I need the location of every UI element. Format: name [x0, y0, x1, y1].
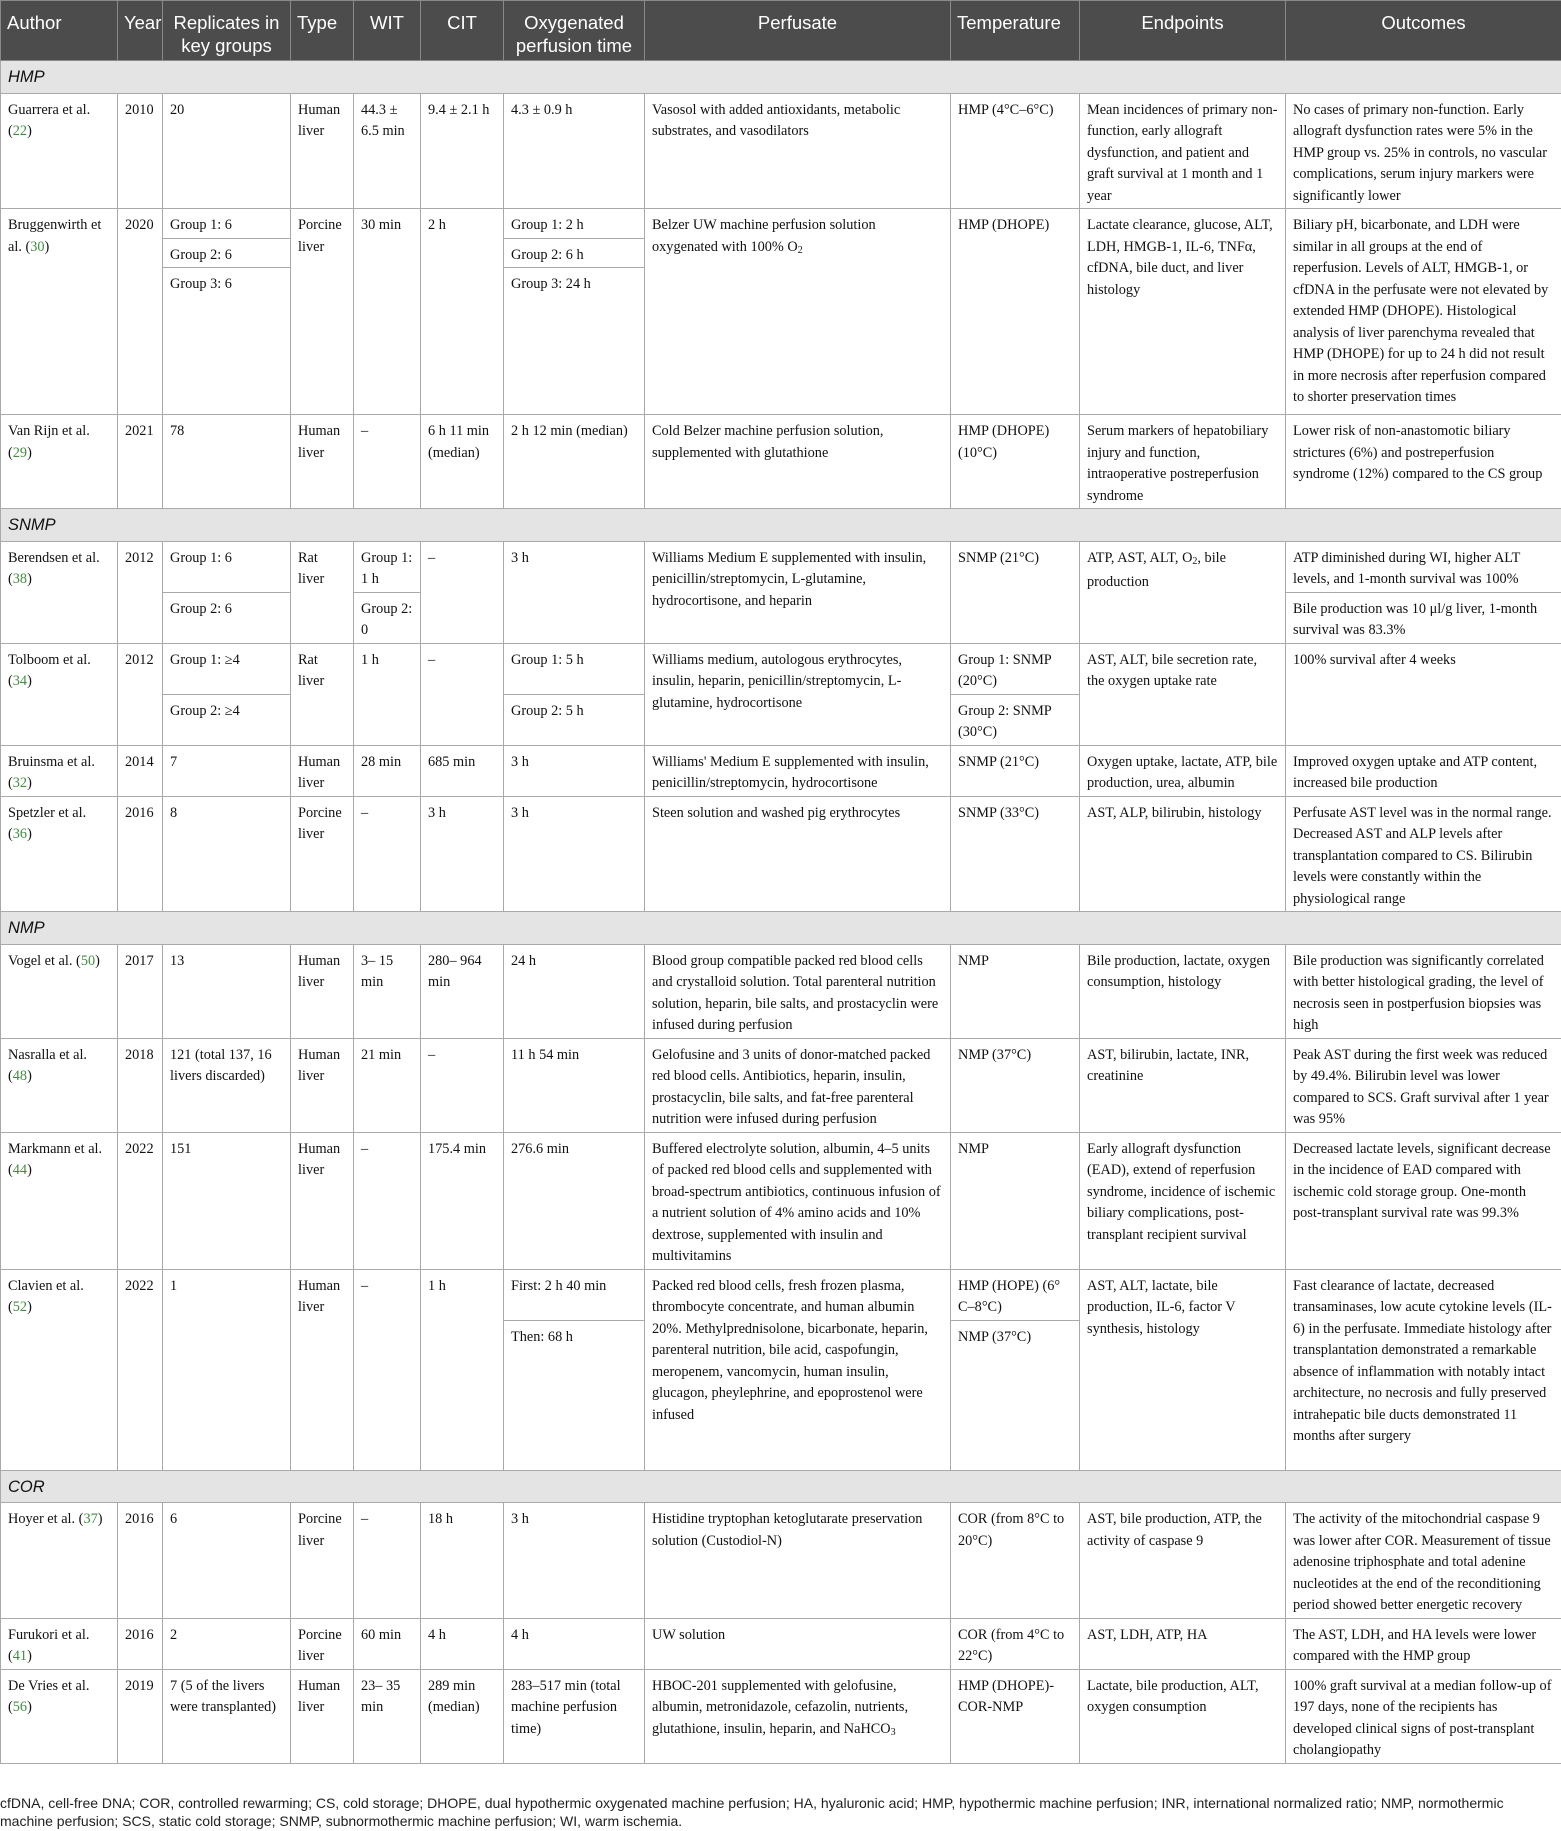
- cit-cell: 685 min: [421, 745, 504, 796]
- author-cell: De Vries et al. (56): [1, 1669, 118, 1763]
- table-row: [1, 541, 1561, 592]
- reference-link[interactable]: 37: [83, 1511, 98, 1527]
- author-cell: Clavien et al. (52): [1, 1269, 118, 1470]
- year-cell: 2016: [118, 1618, 163, 1669]
- table-row: [1, 745, 1561, 796]
- replicates-cell: Group 3: 6: [163, 268, 291, 415]
- reference-link[interactable]: 38: [12, 571, 28, 587]
- reference-link[interactable]: 22: [12, 123, 28, 139]
- section-label: NMP: [1, 912, 1561, 945]
- wit-cell: 44.3 ± 6.5 min: [354, 93, 421, 209]
- author-name: Nasralla et al.: [8, 1046, 87, 1063]
- reference-link[interactable]: 41: [12, 1648, 28, 1664]
- cit-cell: 4 h: [421, 1618, 504, 1669]
- reference-link[interactable]: 56: [12, 1699, 28, 1715]
- perfusate-cell: Buffered electrolyte solution, albumin, 4–5 units of packed red blood cells and supplemented with broad-spectrum antibiotics, continuous infusion of a nutrient solution of 4% amino acids and 10% dextrose, supplemented with insulin and multivitamins: [645, 1132, 951, 1269]
- author-name: Furukori et al.: [8, 1626, 90, 1643]
- col-header-endpoints: Endpoints: [1080, 1, 1286, 61]
- endpoints-cell: Lactate, bile production, ALT, oxygen consumption: [1080, 1669, 1286, 1763]
- perfusate-cell: Blood group compatible packed red blood cells and crystalloid solution. Total parenteral nutrition solution, heparin, bile salts, and prostacyclin were infused during perfusion: [645, 944, 951, 1038]
- author-cell: Van Rijn et al. (29): [1, 415, 118, 509]
- replicates-cell: Group 2: ≥4: [163, 694, 291, 745]
- author-cell: Vogel et al. (50): [1, 944, 118, 1038]
- col-header-perfusion-time: Oxygenated perfusion time: [504, 1, 645, 61]
- cit-cell: 280– 964 min: [421, 944, 504, 1038]
- perfusate-cell: Williams' Medium E supplemented with insulin, penicillin/streptomycin, hydrocortisone: [645, 745, 951, 796]
- cit-cell: 18 h: [421, 1503, 504, 1619]
- perfusate-text: HBOC-201 supplemented with gelofusine, albumin, metronidazole, cefazolin, nutrients, glutathione, insulin, heparin, and NaHCO: [652, 1677, 909, 1737]
- reference-link[interactable]: 30: [30, 238, 45, 255]
- cit-cell: 6 h 11 min (median): [421, 415, 504, 509]
- author-name: Bruggenwirth et al.: [8, 217, 102, 255]
- wit-cell: –: [354, 796, 421, 912]
- temperature-cell: NMP (37°C): [951, 1038, 1080, 1132]
- table-row: [1, 796, 1561, 912]
- outcomes-cell: Fast clearance of lactate, decreased transaminases, low acute cytokine levels (IL-6) in the perfusate. Immediate histology after transplantation demonstrated a remarkable absence of inflammation with notably intact architecture, no necrosis and fully preserved intrahepatic bile ducts demonstrated 11 months after surgery: [1286, 1269, 1561, 1470]
- author-name: Markmann et al.: [8, 1140, 103, 1157]
- wit-cell: –: [354, 1503, 421, 1619]
- author-name: Hoyer et al.: [8, 1511, 76, 1527]
- perfusate-cell: Vasosol with added antioxidants, metabolic substrates, and vasodilators: [645, 93, 951, 209]
- perfusion-time-cell: First: 2 h 40 min: [504, 1269, 645, 1320]
- replicates-cell: 7: [163, 745, 291, 796]
- section-row-snmp: [1, 509, 1561, 542]
- outcomes-cell: The activity of the mitochondrial caspase 9 was lower after COR. Measurement of tissue adenosine triphosphate and total adenine nucleotides at the end of the reconditioning period showed better energetic recovery: [1286, 1503, 1561, 1619]
- perfusion-time-cell: Group 2: 5 h: [504, 694, 645, 745]
- reference-link[interactable]: 52: [12, 1299, 28, 1315]
- temperature-cell: HMP (DHOPE) (10°C): [951, 415, 1080, 509]
- author-cell: Bruinsma et al. (32): [1, 745, 118, 796]
- outcomes-cell: Biliary pH, bicarbonate, and LDH were similar in all groups at the end of reperfusion. Levels of ALT, HMGB-1, or cfDNA in the perfusate were not elevated by extended HMP (DHOPE). Histological analysis of liver parenchyma revealed that HMP (DHOPE) for up to 24 h did not result in more necrosis after reperfusion compared to shorter preservation times: [1286, 209, 1561, 415]
- outcomes-cell: Perfusate AST level was in the normal range. Decreased AST and ALP levels after transplantation compared to CS. Bilirubin levels were constantly within the physiological range: [1286, 796, 1561, 912]
- type-cell: Porcine liver: [291, 1618, 354, 1669]
- table-row: [1, 1038, 1561, 1132]
- perfusate-cell: Cold Belzer machine perfusion solution, supplemented with glutathione: [645, 415, 951, 509]
- table-row: [1, 643, 1561, 694]
- section-row-cor: [1, 1470, 1561, 1503]
- wit-cell: Group 1: 1 h: [354, 541, 421, 592]
- wit-cell: 30 min: [354, 209, 421, 415]
- year-cell: 2017: [118, 944, 163, 1038]
- author-cell: Tolboom et al. (34): [1, 643, 118, 745]
- temperature-cell: SNMP (21°C): [951, 745, 1080, 796]
- perfusion-time-cell: Group 1: 2 h: [504, 209, 645, 239]
- perfusion-time-cell: 4 h: [504, 1618, 645, 1669]
- outcomes-cell: Bile production was significantly correlated with better histological grading, the level of necrosis seen in postperfusion biopsies was high: [1286, 944, 1561, 1038]
- table-row: [1, 1669, 1561, 1763]
- replicates-cell: 8: [163, 796, 291, 912]
- endpoints-cell: AST, ALT, lactate, bile production, IL-6, factor V synthesis, histology: [1080, 1269, 1286, 1470]
- reference-link[interactable]: 29: [12, 444, 28, 461]
- outcomes-cell: The AST, LDH, and HA levels were lower compared with the HMP group: [1286, 1618, 1561, 1669]
- table-row: [1, 415, 1561, 509]
- replicates-cell: 1: [163, 1269, 291, 1470]
- cit-cell: 175.4 min: [421, 1132, 504, 1269]
- temperature-cell: SNMP (21°C): [951, 541, 1080, 643]
- cit-cell: –: [421, 643, 504, 745]
- author-name: Guarrera et al.: [8, 101, 91, 118]
- year-cell: 2018: [118, 1038, 163, 1132]
- section-label: COR: [1, 1470, 1561, 1503]
- endpoints-cell: AST, ALP, bilirubin, histology: [1080, 796, 1286, 912]
- type-cell: Porcine liver: [291, 1503, 354, 1619]
- perfusion-time-cell: 3 h: [504, 1503, 645, 1619]
- table-row: [1, 944, 1561, 1038]
- type-cell: Human liver: [291, 1132, 354, 1269]
- perfusate-cell: [645, 1669, 951, 1763]
- reference-link[interactable]: 32: [12, 775, 28, 791]
- author-cell: Berendsen et al. (38): [1, 541, 118, 643]
- subscript: 2: [797, 244, 803, 256]
- replicates-cell: 78: [163, 415, 291, 509]
- col-header-perfusate: Perfusate: [645, 1, 951, 61]
- author-name: Tolboom et al.: [8, 651, 91, 668]
- table-row: [1, 1503, 1561, 1619]
- reference-link[interactable]: 34: [12, 673, 28, 689]
- cit-cell: 289 min (median): [421, 1669, 504, 1763]
- col-header-temperature: Temperature: [951, 1, 1080, 61]
- endpoints-cell: Mean incidences of primary non-function, early allograft dysfunction, and patient and graft survival at 1 month and 1 year: [1080, 93, 1286, 209]
- col-header-type: Type: [291, 1, 354, 61]
- perfusion-time-cell: 276.6 min: [504, 1132, 645, 1269]
- author-name: De Vries et al.: [8, 1677, 90, 1694]
- perfusate-cell: Gelofusine and 3 units of donor-matched packed red blood cells. Antibiotics, heparin, insulin, prostacyclin, bile salts, and fat-free parenteral nutrition were infused during perfusion: [645, 1038, 951, 1132]
- table-row: [1, 1269, 1561, 1320]
- year-cell: 2020: [118, 209, 163, 415]
- author-cell: Spetzler et al. (36): [1, 796, 118, 912]
- cit-cell: –: [421, 1038, 504, 1132]
- col-header-wit: WIT: [354, 1, 421, 61]
- year-cell: 2022: [118, 1132, 163, 1269]
- cit-cell: –: [421, 541, 504, 643]
- replicates-cell: Group 1: 6: [163, 209, 291, 239]
- perfusion-time-cell: Group 3: 24 h: [504, 268, 645, 415]
- temperature-cell: COR (from 8°C to 20°C): [951, 1503, 1080, 1619]
- outcomes-cell: 100% survival after 4 weeks: [1286, 643, 1561, 745]
- perfusate-cell: [645, 209, 951, 415]
- subscript: 2: [1192, 555, 1198, 567]
- outcomes-cell: 100% graft survival at a median follow-up of 197 days, none of the recipients has developed clinical signs of post-transplant cholangiopathy: [1286, 1669, 1561, 1763]
- outcomes-cell: ATP diminished during WI, higher ALT levels, and 1-month survival was 100%: [1286, 541, 1561, 592]
- year-cell: 2021: [118, 415, 163, 509]
- table-row: [1, 1132, 1561, 1269]
- outcomes-cell: No cases of primary non-function. Early allograft dysfunction rates were 5% in the HMP group vs. 25% in controls, no vascular complications, serum injury markers were significantly lower: [1286, 93, 1561, 209]
- replicates-cell: 20: [163, 93, 291, 209]
- year-cell: 2019: [118, 1669, 163, 1763]
- endpoints-cell: AST, ALT, bile secretion rate, the oxygen uptake rate: [1080, 643, 1286, 745]
- year-cell: 2012: [118, 643, 163, 745]
- wit-cell: 28 min: [354, 745, 421, 796]
- endpoints-cell: Early allograft dysfunction (EAD), extend of reperfusion syndrome, incidence of ischemic biliary complications, post-transplant recipient survival: [1080, 1132, 1286, 1269]
- replicates-cell: 121 (total 137, 16 livers discarded): [163, 1038, 291, 1132]
- col-header-cit: CIT: [421, 1, 504, 61]
- replicates-cell: 7 (5 of the livers were transplanted): [163, 1669, 291, 1763]
- reference-link[interactable]: 44: [12, 1162, 28, 1178]
- type-cell: Human liver: [291, 745, 354, 796]
- endpoints-cell: AST, bile production, ATP, the activity of caspase 9: [1080, 1503, 1286, 1619]
- wit-cell: 23– 35 min: [354, 1669, 421, 1763]
- perfusate-text: Belzer UW machine perfusion solution oxygenated with 100% O: [652, 217, 876, 255]
- temperature-cell: NMP (37°C): [951, 1320, 1080, 1470]
- type-cell: Porcine liver: [291, 796, 354, 912]
- perfusion-time-cell: 283–517 min (total machine perfusion time): [504, 1669, 645, 1763]
- type-cell: Rat liver: [291, 643, 354, 745]
- perfusion-time-cell: Then: 68 h: [504, 1320, 645, 1470]
- endpoints-cell: [1080, 541, 1286, 643]
- abbreviations-footnote: cfDNA, cell-free DNA; COR, controlled rewarming; CS, cold storage; DHOPE, dual hypothermic oxygenated machine perfusion; HA, hyaluronic acid; HMP, hypothermic machine perfusion; INR, international normalized ratio; NMP, normothermic machine perfusion; SCS, static cold storage; SNMP, subnormothermic machine perfusion; WI, warm ischemia.: [0, 1795, 1504, 1829]
- perfusate-cell: Histidine tryptophan ketoglutarate preservation solution (Custodiol-N): [645, 1503, 951, 1619]
- author-cell: Hoyer et al. (37): [1, 1503, 118, 1619]
- year-cell: 2010: [118, 93, 163, 209]
- section-row-nmp: [1, 912, 1561, 945]
- reference-link[interactable]: 48: [12, 1068, 28, 1084]
- type-cell: Rat liver: [291, 541, 354, 643]
- wit-cell: 21 min: [354, 1038, 421, 1132]
- endpoints-cell: Bile production, lactate, oxygen consumption, histology: [1080, 944, 1286, 1038]
- table-row: [1, 209, 1561, 239]
- year-cell: 2016: [118, 1503, 163, 1619]
- col-header-replicates: Replicates in key groups: [163, 1, 291, 61]
- author-cell: Furukori et al. (41): [1, 1618, 118, 1669]
- replicates-cell: Group 2: 6: [163, 238, 291, 268]
- table-row: [1, 93, 1561, 209]
- author-cell: Nasralla et al. (48): [1, 1038, 118, 1132]
- author-cell: Guarrera et al. (22): [1, 93, 118, 209]
- subscript: 3: [890, 1726, 896, 1738]
- section-label: SNMP: [1, 509, 1561, 542]
- wit-cell: –: [354, 415, 421, 509]
- col-header-outcomes: Outcomes: [1286, 1, 1561, 61]
- reference-link[interactable]: 36: [12, 826, 28, 842]
- col-header-year: Year: [118, 1, 163, 61]
- author-name: Vogel et al.: [8, 952, 73, 969]
- wit-cell: Group 2: 0: [354, 592, 421, 643]
- year-cell: 2014: [118, 745, 163, 796]
- wit-cell: –: [354, 1132, 421, 1269]
- temperature-cell: Group 2: SNMP (30°C): [951, 694, 1080, 745]
- temperature-cell: HMP (4°C–6°C): [951, 93, 1080, 209]
- type-cell: Human liver: [291, 1038, 354, 1132]
- outcomes-cell: Decreased lactate levels, significant decrease in the incidence of EAD compared with ischemic cold storage group. One-month post-transplant survival rate was 99.3%: [1286, 1132, 1561, 1269]
- temperature-cell: HMP (DHOPE)- COR-NMP: [951, 1669, 1080, 1763]
- perfusion-time-cell: 3 h: [504, 745, 645, 796]
- perfusion-time-cell: 4.3 ± 0.9 h: [504, 93, 645, 209]
- endpoints-cell: AST, LDH, ATP, HA: [1080, 1618, 1286, 1669]
- replicates-cell: 2: [163, 1618, 291, 1669]
- endpoints-text: ATP, AST, ALT, O: [1087, 549, 1193, 566]
- endpoints-cell: Oxygen uptake, lactate, ATP, bile production, urea, albumin: [1080, 745, 1286, 796]
- table-row: [1, 1618, 1561, 1669]
- temperature-cell: NMP: [951, 1132, 1080, 1269]
- author-name: Van Rijn et al.: [8, 423, 90, 439]
- author-cell: Markmann et al. (44): [1, 1132, 118, 1269]
- section-label: HMP: [1, 61, 1561, 94]
- outcomes-cell: Improved oxygen uptake and ATP content, increased bile production: [1286, 745, 1561, 796]
- cit-cell: 1 h: [421, 1269, 504, 1470]
- cit-cell: 9.4 ± 2.1 h: [421, 93, 504, 209]
- wit-cell: 3– 15 min: [354, 944, 421, 1038]
- year-cell: 2012: [118, 541, 163, 643]
- temperature-cell: Group 1: SNMP (20°C): [951, 643, 1080, 694]
- perfusate-cell: Packed red blood cells, fresh frozen plasma, thrombocyte concentrate, and human albumin 20%. Methylprednisolone, bicarbonate, heparin, parenteral nutrition, bile acid, caspofungin, meropenem, vancomycin, human insulin, glucagon, pheylephrine, and epoprostenol were infused: [645, 1269, 951, 1470]
- type-cell: Human liver: [291, 1669, 354, 1763]
- type-cell: Human liver: [291, 93, 354, 209]
- temperature-cell: COR (from 4°C to 22°C): [951, 1618, 1080, 1669]
- outcomes-cell: Peak AST during the first week was reduced by 49.4%. Bilirubin level was lower compared to SCS. Graft survival after 1 year was 95%: [1286, 1038, 1561, 1132]
- outcomes-cell: Lower risk of non-anastomotic biliary strictures (6%) and postreperfusion syndrome (12%) compared to the CS group: [1286, 415, 1561, 509]
- temperature-cell: HMP (HOPE) (6° C–8°C): [951, 1269, 1080, 1320]
- replicates-cell: 13: [163, 944, 291, 1038]
- author-name: Clavien et al.: [8, 1277, 84, 1294]
- endpoints-cell: AST, bilirubin, lactate, INR, creatinine: [1080, 1038, 1286, 1132]
- perfusate-cell: Steen solution and washed pig erythrocytes: [645, 796, 951, 912]
- outcomes-cell: Bile production was 10 μl/g liver, 1-month survival was 83.3%: [1286, 592, 1561, 643]
- reference-link[interactable]: 50: [80, 952, 96, 969]
- author-name: Bruinsma et al.: [8, 753, 95, 770]
- wit-cell: –: [354, 1269, 421, 1470]
- year-cell: 2016: [118, 796, 163, 912]
- perfusion-time-cell: Group 2: 6 h: [504, 238, 645, 268]
- type-cell: Human liver: [291, 415, 354, 509]
- type-cell: Human liver: [291, 944, 354, 1038]
- header-row: [1, 1, 1561, 61]
- perfusion-time-cell: 24 h: [504, 944, 645, 1038]
- endpoints-cell: Lactate clearance, glucose, ALT, LDH, HMGB-1, IL-6, TNFα, cfDNA, bile duct, and liver histology: [1080, 209, 1286, 415]
- type-cell: Porcine liver: [291, 209, 354, 415]
- perfusate-cell: UW solution: [645, 1618, 951, 1669]
- perfusion-time-cell: 3 h: [504, 541, 645, 643]
- replicates-cell: Group 2: 6: [163, 592, 291, 643]
- cit-cell: 2 h: [421, 209, 504, 415]
- perfusion-time-cell: 3 h: [504, 796, 645, 912]
- type-cell: Human liver: [291, 1269, 354, 1470]
- year-cell: 2022: [118, 1269, 163, 1470]
- col-header-author: Author: [1, 1, 118, 61]
- replicates-cell: 151: [163, 1132, 291, 1269]
- endpoints-text: , bile production: [1087, 549, 1226, 590]
- perfusate-cell: Williams medium, autologous erythrocytes, insulin, heparin, penicillin/streptomycin, L-glutamine, hydrocortisone: [645, 643, 951, 745]
- replicates-cell: 6: [163, 1503, 291, 1619]
- section-row-hmp: [1, 61, 1561, 94]
- temperature-cell: NMP: [951, 944, 1080, 1038]
- author-name: Spetzler et al.: [8, 804, 87, 821]
- perfusion-time-cell: Group 1: 5 h: [504, 643, 645, 694]
- replicates-cell: Group 1: ≥4: [163, 643, 291, 694]
- cit-cell: 3 h: [421, 796, 504, 912]
- perfusion-time-cell: 11 h 54 min: [504, 1038, 645, 1132]
- wit-cell: 60 min: [354, 1618, 421, 1669]
- temperature-cell: SNMP (33°C): [951, 796, 1080, 912]
- temperature-cell: HMP (DHOPE): [951, 209, 1080, 415]
- wit-cell: 1 h: [354, 643, 421, 745]
- author-name: Berendsen et al.: [8, 549, 100, 566]
- perfusate-cell: Williams Medium E supplemented with insulin, penicillin/streptomycin, L-glutamine, hydrocortisone, and heparin: [645, 541, 951, 643]
- endpoints-cell: Serum markers of hepatobiliary injury and function, intraoperative postreperfusion syndrome: [1080, 415, 1286, 509]
- replicates-cell: Group 1: 6: [163, 541, 291, 592]
- perfusion-time-cell: 2 h 12 min (median): [504, 415, 645, 509]
- author-cell: Bruggenwirth et al. (30): [1, 209, 118, 415]
